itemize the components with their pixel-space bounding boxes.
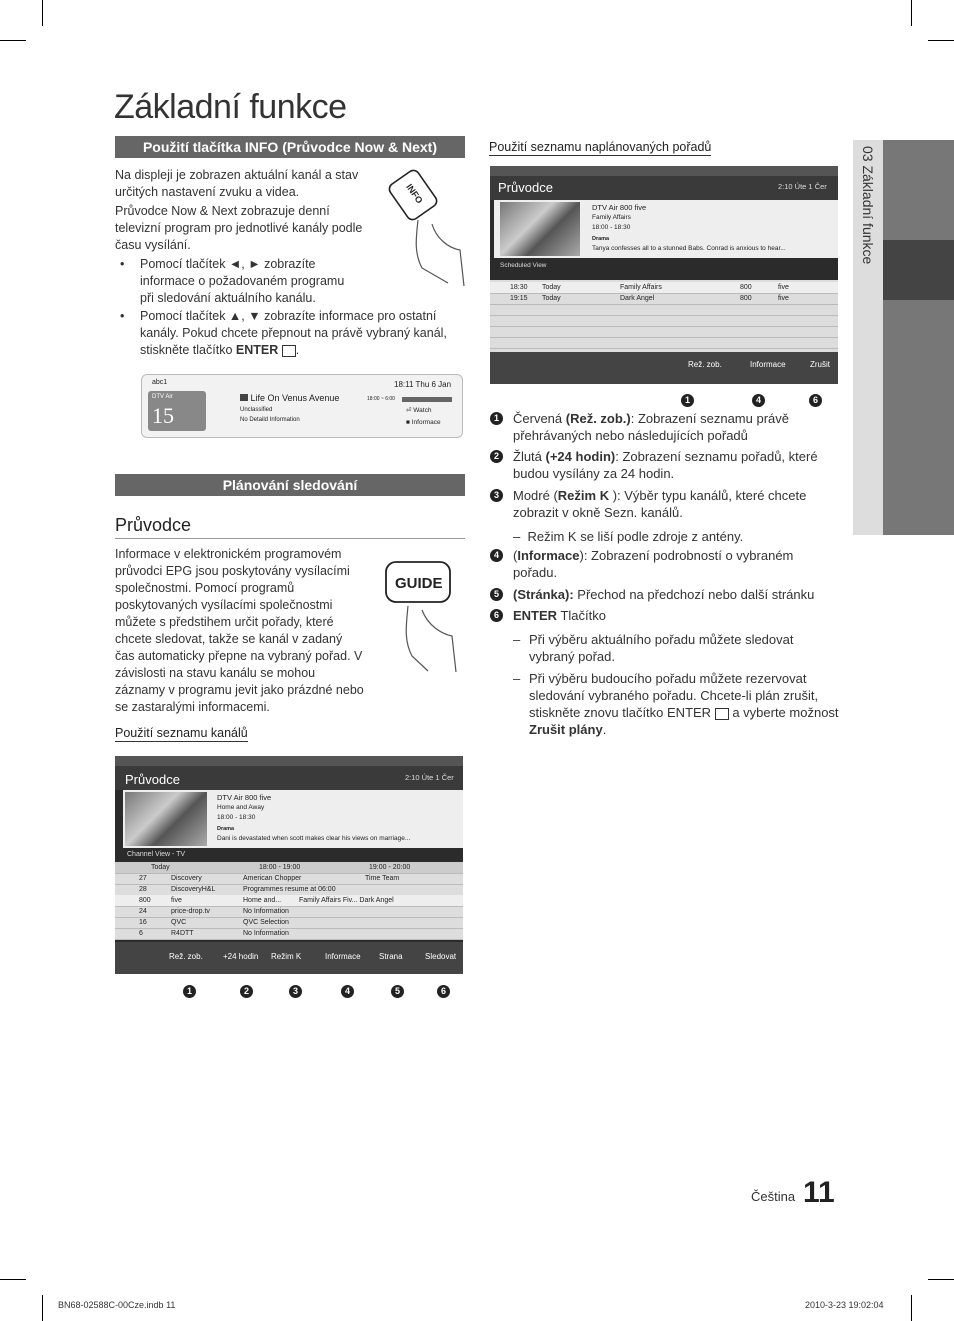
legend-text: Žlutá xyxy=(513,449,546,464)
banner-dtv: DTV Air xyxy=(152,394,173,400)
legend-bold: Informace xyxy=(517,548,580,563)
callout-number: 1 xyxy=(183,985,196,998)
section-heading-info: Použití tlačítka INFO (Průvodce Now & Next) xyxy=(115,136,465,158)
callout-number: 6 xyxy=(809,394,822,407)
callout-number: 4 xyxy=(752,394,765,407)
foot-item: Zrušit xyxy=(810,360,830,369)
legend-bold: (+24 hodin) xyxy=(545,449,616,464)
banner-time: 18:11 Thu 6 Jan xyxy=(394,380,452,389)
info-bullet-1: Pomocí tlačítek ◄, ► zobrazíte informace o požadovaném programu při sledování aktuálního kanálu. xyxy=(140,257,345,305)
legend-text: Modré ( xyxy=(513,488,558,503)
callout-number: 3 xyxy=(289,985,302,998)
info-button-hand-icon xyxy=(388,168,468,288)
foot-item: Strana xyxy=(379,952,403,961)
info-line-5: Tanya confesses all to a stunned Babs. Conrad is anxious to hear... xyxy=(592,245,786,252)
crop-mark xyxy=(0,1279,26,1280)
row-num: 800 xyxy=(740,284,752,291)
crop-mark xyxy=(42,0,43,26)
row-day: Today xyxy=(542,295,561,302)
info-line-4: Drama xyxy=(592,236,610,242)
legend-number: 2 xyxy=(490,450,503,463)
grid-col2: 19:00 - 20:00 xyxy=(369,864,411,871)
info-line-3: 18:00 - 18:30 xyxy=(592,224,631,231)
screen-footer xyxy=(490,352,838,384)
crop-mark xyxy=(0,40,26,41)
planned-guide-screen xyxy=(490,166,838,384)
banner-channel-box xyxy=(148,391,206,431)
enter-label: ENTER xyxy=(667,705,712,720)
screen-title: Průvodce xyxy=(125,772,180,787)
legend-number: 5 xyxy=(490,588,503,601)
enter-icon xyxy=(715,708,729,720)
foot-item: Sledovat xyxy=(425,952,457,961)
screen-footer xyxy=(115,942,463,974)
guide-button-hand-icon xyxy=(378,556,468,676)
info-line-2: Home and Away xyxy=(217,804,265,811)
banner-channel: abc1 xyxy=(152,379,168,386)
grid-today: Today xyxy=(151,864,170,871)
row-num: 800 xyxy=(740,295,752,302)
banner-program xyxy=(240,393,339,403)
note-dash: – xyxy=(513,632,521,647)
callout-number: 6 xyxy=(437,985,450,998)
legend-text: ( xyxy=(513,548,518,563)
row-num: 6 xyxy=(139,930,143,937)
guide-para: Informace v elektronickém programovém průvodci EPG jsou poskytovány vysílacími společnostmi. Pomocí programů poskytovaných vysílacími společnostmi můžete s předstihem určit pořady, které chcete sledovat, takže se kanál v zadaný čas automaticky přepne na vybraný pořad. V závislosti na stavu kanálu se mohou záznamy v programu jevit jako prázdné nebo se zastaralými informacemi. xyxy=(115,547,364,714)
note-bold: Zrušit plány xyxy=(529,722,603,737)
note-6a: Při výběru aktuálního pořadu můžete sledovat vybraný pořad. xyxy=(529,632,794,664)
row-num: 24 xyxy=(139,908,147,915)
row-p1: QVC Selection xyxy=(243,919,289,926)
banner-info-label: Informace xyxy=(411,419,441,426)
info-para-1: Na displeji je zobrazen aktuální kanál a stav určitých nastavení zvuku a videa. xyxy=(115,168,359,199)
channels-subheading xyxy=(115,726,248,740)
info-para-2: Průvodce Now & Next zobrazuje denní televizní program pro jednotlivé kanály podle času vysílání. xyxy=(115,204,363,252)
legend-text: : Zobrazení seznamu pořadů, které budou vysílány za 24 hodin. xyxy=(513,449,818,481)
row-time: 19:15 xyxy=(510,295,528,302)
guide-heading: Průvodce xyxy=(115,515,192,535)
legend-number: 4 xyxy=(490,549,503,562)
legend-bold: Režim K xyxy=(557,488,610,503)
row-p1: Programmes resume at 06:00 xyxy=(243,886,336,893)
legend-text: ): Výběr typu kanálů, které chcete zobrazit v okně Sezn. kanálů. xyxy=(513,488,807,520)
screen-info-panel xyxy=(494,200,838,258)
side-tab-marker xyxy=(883,240,954,300)
legend-number: 6 xyxy=(490,609,503,622)
row-num: 27 xyxy=(139,875,147,882)
callout-number: 4 xyxy=(341,985,354,998)
legend-number: 1 xyxy=(490,412,503,425)
legend-item-3 xyxy=(513,487,833,521)
legend-item-4 xyxy=(513,547,833,581)
banner-watch-label: Watch xyxy=(413,407,432,414)
bullet-dot: • xyxy=(120,257,125,271)
foot-item: Informace xyxy=(750,360,786,369)
guide-heading-rule xyxy=(115,538,465,539)
enter-label: ENTER xyxy=(235,343,279,357)
page-title: Základní funkce xyxy=(114,88,347,126)
footer-left: BN68-02588C-00Cze.indb 11 xyxy=(58,1300,176,1310)
info-line-1: DTV Air 800 five xyxy=(592,203,647,212)
channel-grid xyxy=(115,862,463,940)
period: . xyxy=(295,343,300,357)
row-program: Dark Angel xyxy=(620,295,655,302)
guide-key-label: GUIDE xyxy=(395,575,443,592)
foot-item: Informace xyxy=(325,952,361,961)
banner-line3: No Detaild Information xyxy=(240,417,300,423)
channel-guide-screen xyxy=(115,756,463,974)
channel-view-label: Channel View - TV xyxy=(127,851,186,858)
info-line-1: DTV Air 800 five xyxy=(217,793,272,802)
row-p1: Home and... xyxy=(243,897,282,904)
legend-item-6 xyxy=(513,607,833,624)
note-dash: – xyxy=(513,671,521,686)
planned-subheading xyxy=(489,140,711,154)
info-line-5: Dani is devastated when scott makes clear his views on marriage... xyxy=(217,835,411,842)
info-key-label: INFO xyxy=(404,181,425,206)
legend-text: Tlačítko xyxy=(557,608,606,623)
banner-range: 18:00 ~ 6:00 xyxy=(367,396,395,402)
side-tab-label: 03 Základní funkce xyxy=(860,146,876,265)
banner-watch: ⏎ Watch xyxy=(406,407,432,414)
row-p2: Family Affairs Fiv... Dark Angel xyxy=(299,897,394,904)
banner-channel-number: 15 xyxy=(152,403,174,428)
row-num: 16 xyxy=(139,919,147,926)
side-tab-bar xyxy=(883,140,954,535)
legend-text: : Zobrazení seznamu právě přehrávaných nebo následujících pořadů xyxy=(513,411,789,443)
footer-right: 2010-3-23 19:02:04 xyxy=(805,1300,884,1310)
row-day: Today xyxy=(542,284,561,291)
info-line-4: Drama xyxy=(217,826,235,832)
planned-subheading-text: Použití seznamu naplánovaných pořadů xyxy=(489,140,712,154)
program-thumbnail xyxy=(125,792,207,846)
grid-row xyxy=(115,928,463,940)
grid-row-empty xyxy=(490,337,838,349)
enter-icon xyxy=(282,345,296,357)
banner-program-title: Life On Venus Avenue xyxy=(250,393,340,403)
callout-number: 1 xyxy=(681,394,694,407)
row-time: 18:30 xyxy=(510,284,528,291)
section-heading-schedule: Plánování sledování xyxy=(115,474,465,496)
legend-bold: (Stránka): xyxy=(513,587,574,602)
row-name: five xyxy=(171,897,182,904)
legend-text: Přechod na předchozí nebo další stránku xyxy=(573,587,815,602)
note-6b xyxy=(529,670,841,738)
banner-progress xyxy=(402,397,452,402)
row-channel: five xyxy=(778,295,789,302)
legend-item-5 xyxy=(513,586,843,603)
legend-text: Červená xyxy=(513,411,566,426)
row-p1: No Information xyxy=(243,908,289,915)
channels-subheading-text: Použití seznamu kanálů xyxy=(115,726,248,740)
callout-number: 5 xyxy=(391,985,404,998)
row-name: Discovery xyxy=(171,875,202,882)
crop-mark xyxy=(911,0,912,26)
grid-col1: 18:00 - 19:00 xyxy=(259,864,301,871)
page-language: Čeština xyxy=(751,1189,796,1204)
legend-item-2 xyxy=(513,448,833,482)
crop-mark xyxy=(42,1295,43,1321)
crop-mark xyxy=(928,40,954,41)
foot-item: Režim K xyxy=(271,952,302,961)
row-num: 28 xyxy=(139,886,147,893)
foot-item: +24 hodin xyxy=(223,952,259,961)
scheduled-view-label: Scheduled View xyxy=(500,262,547,269)
screen-time: 2:10 Úte 1 Čer xyxy=(778,182,827,191)
legend-item-1 xyxy=(513,410,833,444)
row-name: R4DTT xyxy=(171,930,194,937)
info-line-3: 18:00 - 18:30 xyxy=(217,814,256,821)
screen-info-panel xyxy=(123,790,463,848)
crop-mark xyxy=(928,1279,954,1280)
info-banner-screen xyxy=(141,374,463,438)
info-bullet-2 xyxy=(140,308,460,359)
legend-number: 3 xyxy=(490,489,503,502)
row-name: QVC xyxy=(171,919,187,926)
crop-mark xyxy=(911,1295,912,1321)
banner-info: ■ Informace xyxy=(406,419,441,426)
row-program: Family Affairs xyxy=(620,284,662,291)
note-3: – Režim K se liší podle zdroje z antény. xyxy=(513,529,744,544)
row-channel: five xyxy=(778,284,789,291)
screen-time: 2:10 Úte 1 Čer xyxy=(405,773,454,782)
row-p1: American Chopper xyxy=(243,875,302,882)
legend-bold: ENTER xyxy=(513,608,558,623)
period: . xyxy=(602,722,607,737)
legend-text: ): Zobrazení podrobností o vybraném pořadu. xyxy=(513,548,794,580)
row-name: DiscoveryH&L xyxy=(171,886,216,893)
callout-number: 2 xyxy=(240,985,253,998)
note-text: a vyberte možnost xyxy=(728,705,839,720)
row-num: 800 xyxy=(139,897,151,904)
row-name: price-drop.tv xyxy=(171,908,210,915)
note-text: Režim K se liší podle zdroje z antény. xyxy=(527,529,744,544)
screen-title: Průvodce xyxy=(498,180,553,195)
banner-line2: Unclassified xyxy=(240,407,273,413)
info-bullet-2-text: Pomocí tlačítek ▲, ▼ zobrazíte informace pro ostatní kanály. Pokud chcete přepnout na právě vybraný kanál, stiskněte tlačítko xyxy=(140,309,447,357)
scheduled-grid xyxy=(490,280,838,352)
info-line-2: Family Affairs xyxy=(592,214,631,221)
page-number: 11 xyxy=(803,1176,835,1209)
program-thumbnail xyxy=(500,202,580,256)
foot-item: Rež. zob. xyxy=(169,952,203,961)
row-p1: No Information xyxy=(243,930,289,937)
foot-item: Rež. zob. xyxy=(688,360,722,369)
bullet-dot: • xyxy=(120,309,125,323)
note-text: Při výběru budoucího pořadu můžete rezervovat sledování vybraného pořadu. Chcete-li plán zrušit, stiskněte znovu tlačítko xyxy=(529,671,819,720)
legend-bold: (Rež. zob.) xyxy=(565,411,631,426)
row-p2: Time Team xyxy=(365,875,400,882)
